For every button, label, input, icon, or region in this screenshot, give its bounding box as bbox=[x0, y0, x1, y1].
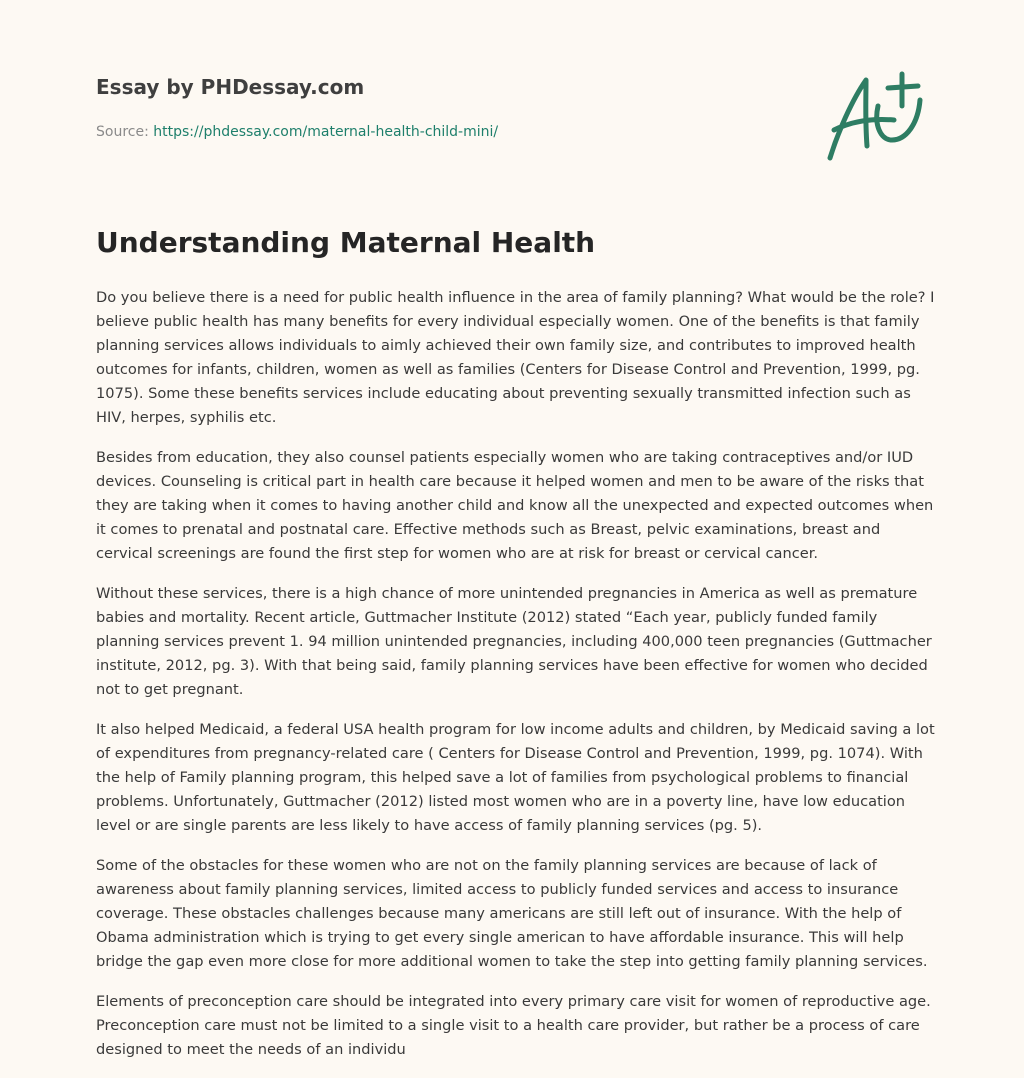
source-label: Source: bbox=[96, 124, 154, 140]
essay-paragraph: Without these services, there is a high chance of more unintended pregnancies in America as well as premature babies and mortality. Recent article, Guttmacher Institute (2012) stated “Each year, publicly funded family planning services prevent 1. 94 million unintended pregnancies, including 400,000 teen pregnancies (Guttmacher institute, 2012, pg. 3). With that being said, family planning services have been effective for women who decided not to get pregnant. bbox=[96, 585, 932, 698]
document-title: Understanding Maternal Health bbox=[96, 226, 596, 259]
site-title: Essay by PHDessay.com bbox=[96, 75, 365, 99]
a-plus-grade-logo-icon bbox=[822, 66, 932, 166]
essay-paragraph: It also helped Medicaid, a federal USA health program for low income adults and children, by Medicaid saving a lot of expenditures from pregnancy-related care ( Centers for Disease Control and Prevention, 1999, pg. 1074). With the help of Family planning program, this helped save a lot of families from psychological problems to financial problems. Unfortunately, Guttmacher (2012) listed most women who are in a poverty line, have low education level or are single parents are less likely to have access of family planning services (pg. 5). bbox=[96, 721, 935, 834]
essay-paragraph: Besides from education, they also counsel patients especially women who are taking contraceptives and/or IUD devices. Counseling is critical part in health care because it helped women and men to be aware of the risks that they are taking when it comes to having another child and know all the unexpected and expected outcomes when it comes to prenatal and postnatal care. Effective methods such as Breast, pelvic examinations, breast and cervical screenings are found the first step for women who are at risk for breast or cervical cancer. bbox=[96, 449, 934, 562]
essay-paragraph: Elements of preconception care should be integrated into every primary care visit for women of reproductive age. Preconception care must not be limited to a single visit to a health care provider, but rather be a process of care designed to meet the needs of an individu bbox=[96, 993, 931, 1058]
source-line bbox=[96, 124, 498, 140]
source-link[interactable]: https://phdessay.com/maternal-health-child-mini/ bbox=[153, 124, 499, 140]
essay-paragraph: Some of the obstacles for these women who are not on the family planning services are because of lack of awareness about family planning services, limited access to publicly funded services and access to insurance coverage. These obstacles challenges because many americans are still left out of insurance. With the help of Obama administration which is trying to get every single american to have affordable insurance. This will help bridge the gap even more close for more additional women to take the step into getting family planning services. bbox=[96, 857, 928, 970]
essay-paragraph: Do you believe there is a need for public health influence in the area of family planning? What would be the role? I believe public health has many benefits for every individual especially women. One of the benefits is that family planning services allows individuals to aimly achieved their own family size, and contributes to improved health outcomes for infants, children, women as well as families (Centers for Disease Control and Prevention, 1999, pg. 1075). Some these benefits services include educating about preventing sexually transmitted infection such as HIV, herpes, syphilis etc. bbox=[96, 289, 935, 426]
essay-body bbox=[96, 286, 936, 1078]
